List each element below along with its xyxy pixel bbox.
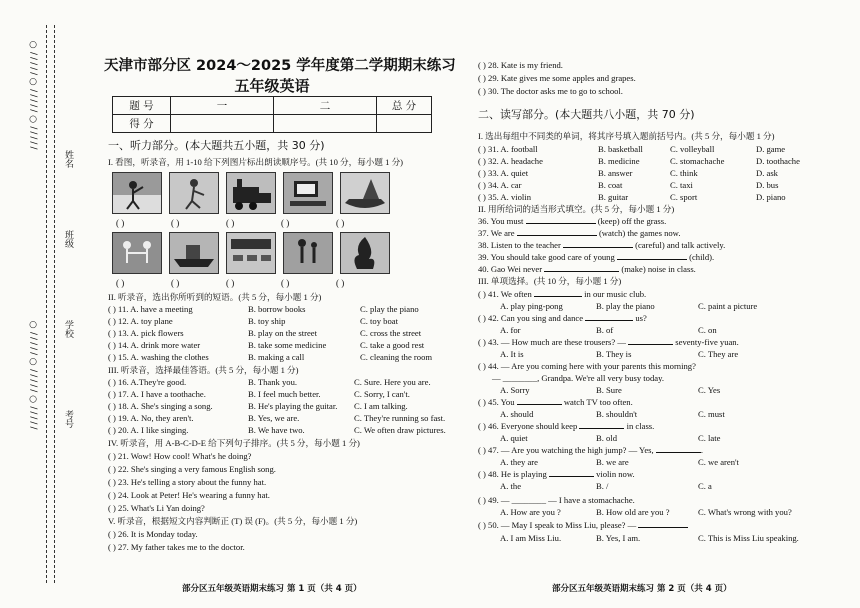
picture-row-1 — [112, 172, 390, 214]
binding-label-class: 班级 — [63, 230, 73, 248]
answer-blank[interactable] — [628, 344, 673, 345]
section-instruction: V. 听录音，根据短文内容判断正 (T) 误 (F)。(共 5 分，每小题 1 分) — [108, 516, 358, 526]
section-instruction: II. 用所给词的适当形式填空。(共 5 分，每小题 1 分) — [478, 204, 675, 214]
question-item: 38. Listen to the teacher (careful) and talk actively. — [478, 240, 726, 250]
question-stem-2: — ________, Grandpa. We're all very busy today. — [492, 373, 664, 383]
page-footer: 部分区五年级英语期末练习 第 2 页（共 4 页） — [552, 584, 732, 594]
answer-bracket-10[interactable]: ( ) — [336, 278, 345, 288]
binding-label-school: 学校 — [63, 320, 73, 338]
exam-subtitle: 五年级英语 — [234, 77, 310, 95]
question-item: ( ) 25. What's Li Yan doing? — [108, 503, 205, 513]
section-instruction: IV. 听录音，用 A-B-C-D-E 给下列句子排序。(共 5 分，每小题 1 分) — [108, 438, 360, 448]
answer-blank[interactable] — [563, 247, 633, 248]
answer-bracket-7[interactable]: ( ) — [171, 278, 180, 288]
binding-margin — [0, 0, 100, 608]
question-item: 40. Gao Wei never (make) noise in class. — [478, 264, 696, 274]
picture-dancing — [112, 232, 162, 274]
score-cell[interactable] — [377, 115, 432, 133]
question-item: ( ) 21. Wow! How cool! What's he doing? — [108, 451, 252, 461]
question-item: ( ) 28. Kate is my friend. — [478, 60, 563, 70]
score-cell[interactable] — [274, 115, 377, 133]
answer-blank[interactable] — [617, 259, 687, 260]
answer-bracket-3[interactable]: ( ) — [226, 218, 235, 228]
question-item: ( ) 26. It is Monday today. — [108, 529, 198, 539]
answer-blank[interactable] — [579, 428, 624, 429]
answer-blank[interactable] — [517, 404, 562, 405]
question-item: ( ) 22. She's singing a very famous English song. — [108, 464, 276, 474]
picture-tennis — [112, 172, 162, 214]
answer-bracket-5[interactable]: ( ) — [336, 218, 345, 228]
answer-blank[interactable] — [534, 296, 582, 297]
question-stem: ( ) 45. You watch TV too often. — [478, 397, 633, 407]
question-stem: ( ) 46. Everyone should keep in class. — [478, 421, 655, 431]
answer-bracket-9[interactable]: ( ) — [281, 278, 290, 288]
question-stem: ( ) 48. He is playing violin now. — [478, 469, 635, 479]
picture-train — [226, 172, 276, 214]
binding-pattern: ○/////○/////○///// — [28, 40, 38, 152]
binding-label-name: 姓名 — [63, 150, 73, 168]
question-item: 37. We are (watch) the games now. — [478, 228, 681, 238]
answer-blank[interactable] — [638, 527, 688, 528]
score-row-label: 得 分 — [113, 115, 171, 133]
answer-blank[interactable] — [656, 452, 701, 453]
answer-bracket-1[interactable]: ( ) — [116, 218, 125, 228]
answer-bracket-8[interactable]: ( ) — [226, 278, 235, 288]
question-stem: ( ) 42. Can you sing and dance us? — [478, 313, 647, 323]
picture-skating — [169, 172, 219, 214]
picture-people-walking — [283, 232, 333, 274]
question-item: ( ) 30. The doctor asks me to go to school. — [478, 86, 623, 96]
picture-computer — [283, 172, 333, 214]
question-item: ( ) 27. My father takes me to the doctor. — [108, 542, 245, 552]
score-cell[interactable] — [171, 115, 274, 133]
answer-bracket-2[interactable]: ( ) — [171, 218, 180, 228]
dashed-cut-line-2 — [54, 25, 55, 583]
picture-row-2 — [112, 232, 390, 274]
part2-heading: 二、读写部分。(本大题共八小题，共 70 分) — [478, 108, 695, 121]
exam-title: 天津市部分区 2024～2025 学年度第二学期期末练习 — [104, 58, 456, 74]
section-instruction: III. 听录音，选择最佳答语。(共 5 分，每小题 1 分) — [108, 365, 299, 375]
question-stem: ( ) 49. — ________ — I have a stomachache. — [478, 495, 635, 505]
binding-pattern-2: ○/////○/////○///// — [28, 320, 38, 432]
answer-blank[interactable] — [526, 223, 596, 224]
score-head-label: 题 号 — [113, 97, 171, 115]
question-stem: ( ) 47. — Are you watching the high jump? — Yes, . — [478, 445, 703, 455]
answer-blank[interactable] — [549, 476, 594, 477]
picture-classroom — [226, 232, 276, 274]
part1-heading: 一、听力部分。(本大题共五小题，共 30 分) — [108, 139, 325, 152]
question-item: ( ) 29. Kate gives me some apples and grapes. — [478, 73, 636, 83]
dashed-cut-line — [46, 25, 47, 583]
answer-blank[interactable] — [544, 271, 619, 272]
section-instruction: I. 选出每组中不同类的单词，将其序号填入题前括号内。(共 5 分，每小题 1 分) — [478, 131, 775, 141]
question-stem: ( ) 44. — Are you coming here with your parents this morning? — [478, 361, 696, 371]
score-head-part1: 一 — [171, 97, 274, 115]
question-item: 36. You must (keep) off the grass. — [478, 216, 667, 226]
picture-dragon-boat — [340, 172, 390, 214]
score-table — [112, 96, 432, 133]
answer-blank[interactable] — [585, 320, 633, 321]
section-instruction: I. 看图，听录音，用 1-10 给下列图片标出朗读顺序号。(共 10 分，每小题 1 分) — [108, 157, 404, 167]
picture-ship — [169, 232, 219, 274]
answer-bracket-4[interactable]: ( ) — [281, 218, 290, 228]
question-stem: ( ) 41. We often in our music club. — [478, 289, 647, 299]
question-stem: ( ) 43. — How much are these trousers? — seventy-five yuan. — [478, 337, 739, 347]
section-instruction: III. 单项选择。(共 10 分，每小题 1 分) — [478, 276, 622, 286]
answer-blank[interactable] — [517, 235, 597, 236]
question-stem: ( ) 50. — May I speak to Miss Liu, please? — — [478, 520, 688, 531]
question-item: 39. You should take good care of young (child). — [478, 252, 715, 262]
picture-fire — [340, 232, 390, 274]
answer-bracket-6[interactable]: ( ) — [116, 278, 125, 288]
binding-label-number: 考号 — [63, 410, 73, 428]
question-item: ( ) 24. Look at Peter! He's wearing a funny hat. — [108, 490, 270, 500]
score-head-total: 总 分 — [377, 97, 432, 115]
page-footer: 部分区五年级英语期末练习 第 1 页（共 4 页） — [182, 584, 362, 594]
score-head-part2: 二 — [274, 97, 377, 115]
question-item: ( ) 23. He's telling a story about the funny hat. — [108, 477, 267, 487]
section-instruction: II. 听录音，选出你所听到的短语。(共 5 分，每小题 1 分) — [108, 292, 322, 302]
